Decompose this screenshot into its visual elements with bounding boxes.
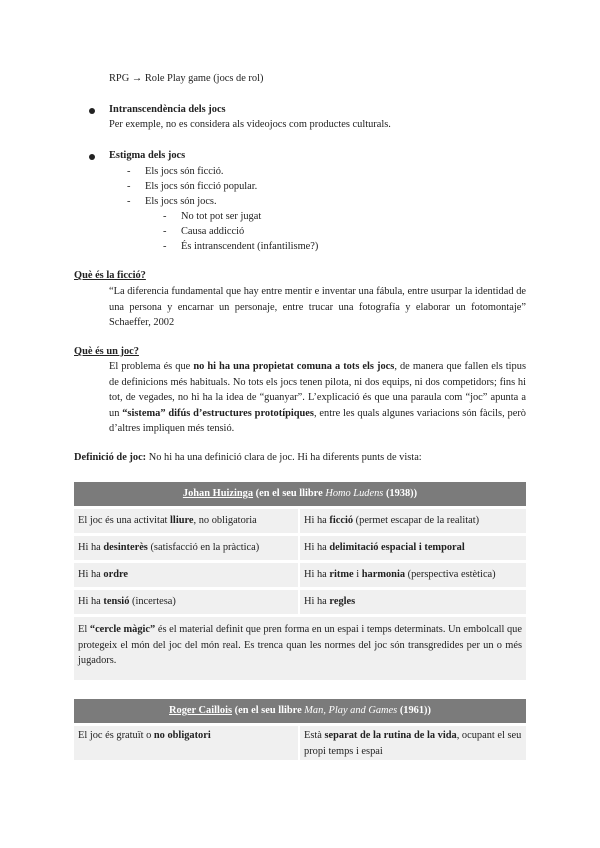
game-heading: Què és un joc?	[74, 346, 139, 357]
bullet-title: Estigma dels jocs	[109, 150, 186, 161]
dash-marker: -	[163, 241, 167, 252]
game-paragraph: El problema és que no hi ha una propietat comuna a tots els jocs, de manera que fallen els tipus de definicions més habituals. No tots els jocs tenen pilota, ni dos equips, ni dos competidors; fins hi tot, de vegades, no hi ha la idea de “guanyar”. L’explicació és que una paraula com “joc” apunta a un “sistema” difús d’estructures prototípiques, entre les quals algunes variacions són fàcils, però d’altres impliquen més tensió.	[109, 361, 526, 434]
list-item: Els jocs són jocs.	[145, 196, 217, 207]
table-cell: Hi ha ficció (permet escapar de la realitat)	[300, 509, 526, 533]
dash-marker: -	[127, 196, 131, 207]
bullet-title: Intranscendència dels jocs	[109, 104, 226, 115]
huizinga-table-header: Johan Huizinga (en el seu llibre Homo Ludens (1938))	[74, 482, 526, 506]
dash-marker: -	[163, 211, 167, 222]
table-cell: Hi ha delimitació espacial i temporal	[300, 536, 526, 560]
sub-list-item: És intranscendent (infantilisme?)	[181, 241, 319, 252]
table-cell: Hi ha tensió (incertesa)	[74, 590, 298, 614]
table-cell: Hi ha ordre	[74, 563, 298, 587]
fiction-quote: “La diferencia fundamental que hay entre mentir e inventar una fábula, entre usurpar la identidad de una persona y encarnar un personaje, entre trucar una fotografía y elaborar un fotomontaje” Schaeffer, 2002	[109, 286, 526, 328]
fiction-heading: Què és la ficció?	[74, 270, 146, 281]
list-item: Els jocs són ficció popular.	[145, 181, 258, 192]
bullet-text: Per exemple, no es considera als videojocs com productes culturals.	[109, 119, 391, 130]
caillois-table-header: Roger Caillois (en el seu llibre Man, Play and Games (1961))	[74, 699, 526, 723]
dash-marker: -	[127, 166, 131, 177]
table-cell: El joc és gratuït o no obligatori	[74, 726, 298, 760]
bullet-icon	[89, 154, 95, 160]
table-cell: Hi ha desinterès (satisfacció en la pràctica)	[74, 536, 298, 560]
dash-marker: -	[127, 181, 131, 192]
sub-list-item: Causa addicció	[181, 226, 245, 237]
definition-line: Definició de joc: No hi ha una definició clara de joc. Hi ha diferents punts de vista:	[74, 452, 422, 463]
arrow-icon: →	[131, 73, 143, 84]
table-cell: Hi ha regles	[300, 590, 526, 614]
rpg-abbr: RPG	[109, 73, 130, 84]
rpg-expansion: Role Play game (jocs de rol)	[144, 73, 264, 84]
bullet-icon	[89, 108, 95, 114]
dash-marker: -	[163, 226, 167, 237]
magic-circle-cell: El “cercle màgic” és el material definit que pren forma en un espai i temps determinats. Un embolcall que protegeix el món del joc del món real. Es trenca quan les normes del joc són transgredides per un o més jugadors.	[74, 617, 526, 680]
table-cell: El joc és una activitat lliure, no obligatoria	[74, 509, 298, 533]
table-cell: Està separat de la rutina de la vida, ocupant el seu propi temps i espai	[300, 726, 526, 760]
rpg-line	[109, 72, 263, 86]
list-item: Els jocs són ficció.	[145, 166, 224, 177]
sub-list-item: No tot pot ser jugat	[181, 211, 262, 222]
table-cell: Hi ha ritme i harmonia (perspectiva estètica)	[300, 563, 526, 587]
